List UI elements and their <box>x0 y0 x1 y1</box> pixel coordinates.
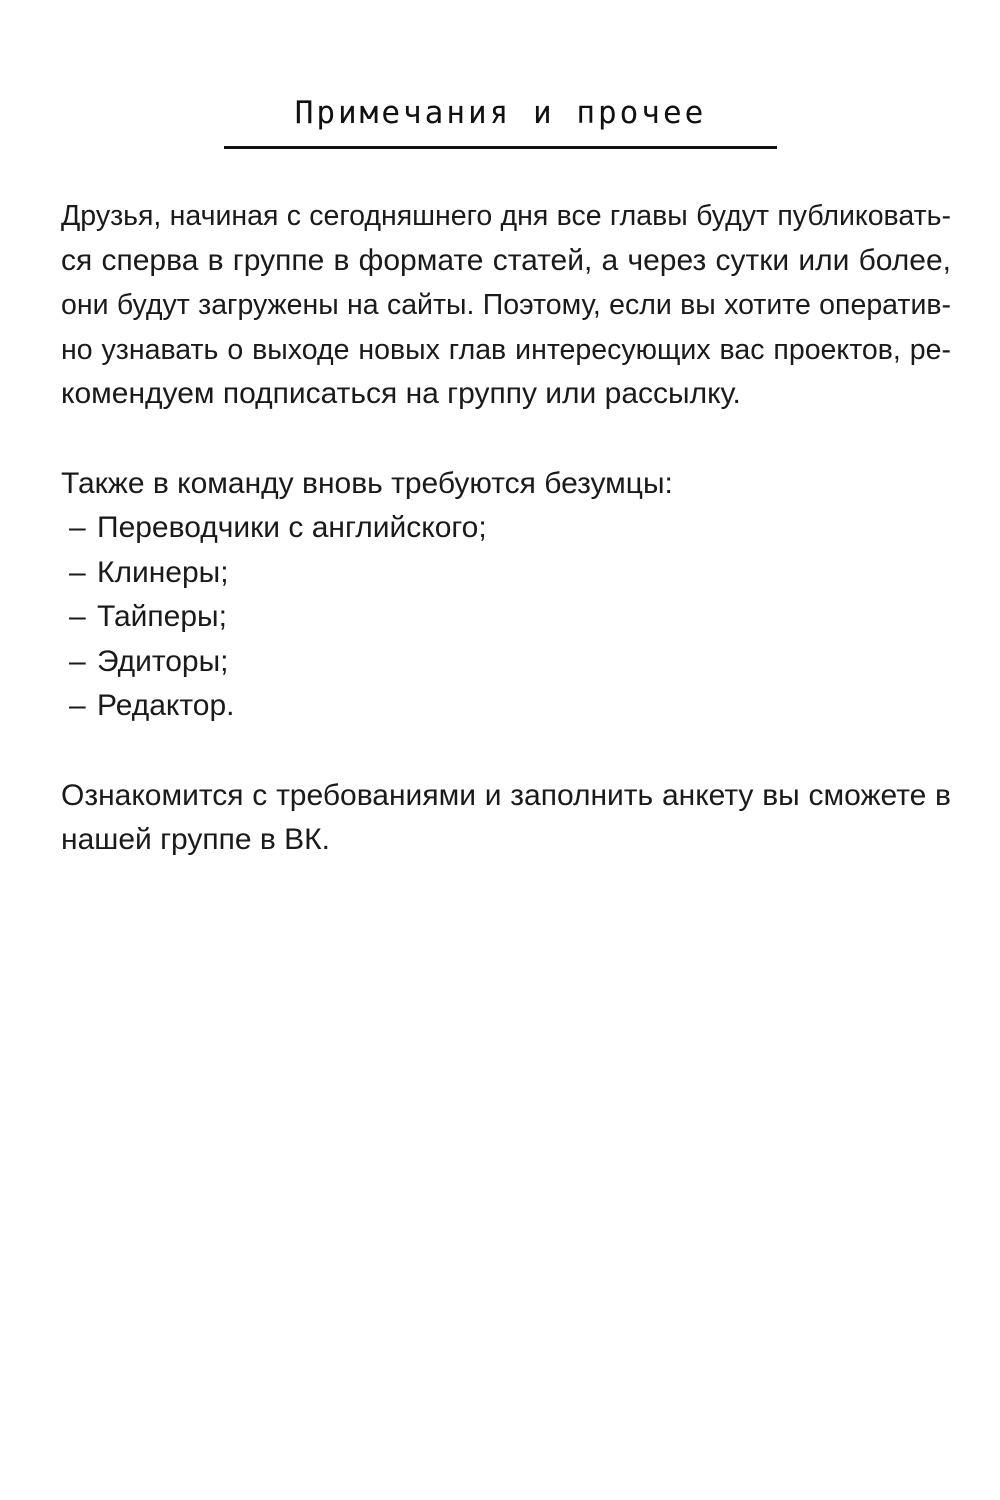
title-underline <box>224 146 777 149</box>
list-item <box>61 551 951 596</box>
paragraph-line: они будут загружены на сайты. Поэтому, если вы хотите оператив- <box>61 289 951 321</box>
dash-marker: – <box>69 689 86 722</box>
role-label: Переводчики с английского; <box>97 511 487 544</box>
list-item <box>61 684 951 729</box>
announcement-paragraph <box>61 194 951 417</box>
paragraph-spacer <box>61 729 951 774</box>
dash-marker: – <box>69 511 86 544</box>
role-label: Эдиторы; <box>97 644 229 678</box>
list-item <box>61 506 951 551</box>
role-label: Тайперы; <box>97 600 227 633</box>
roles-list <box>61 506 951 729</box>
paragraph-line: ся сперва в группе в формате статей, а через сутки или более, <box>61 243 951 277</box>
page-title: Примечания и прочее <box>294 95 707 131</box>
dash-marker: – <box>69 555 86 589</box>
paragraph-line: Ознакомится с требованиями и заполнить анкету вы сможете в <box>61 778 951 812</box>
role-label: Клинеры; <box>97 555 229 589</box>
paragraph-spacer <box>61 417 951 462</box>
notes-body <box>61 194 951 863</box>
application-paragraph <box>61 774 951 863</box>
page-header <box>224 90 777 149</box>
recruitment-paragraph <box>61 462 951 729</box>
recruitment-intro: Также в команду вновь требуются безумцы: <box>61 466 673 500</box>
paragraph-line: комендуем подписаться на группу или рассылку. <box>61 377 741 410</box>
list-item <box>61 640 951 685</box>
dash-marker: – <box>69 644 86 678</box>
list-item <box>61 595 951 640</box>
dash-marker: – <box>69 600 86 633</box>
paragraph-line: но узнавать о выходе новых глав интересующих вас проектов, ре- <box>61 333 951 366</box>
role-label: Редактор. <box>97 689 235 722</box>
paragraph-line: нашей группе в ВК. <box>61 823 330 856</box>
paragraph-line: Друзья, начиная с сегодняшнего дня все главы будут публиковать- <box>61 200 951 232</box>
